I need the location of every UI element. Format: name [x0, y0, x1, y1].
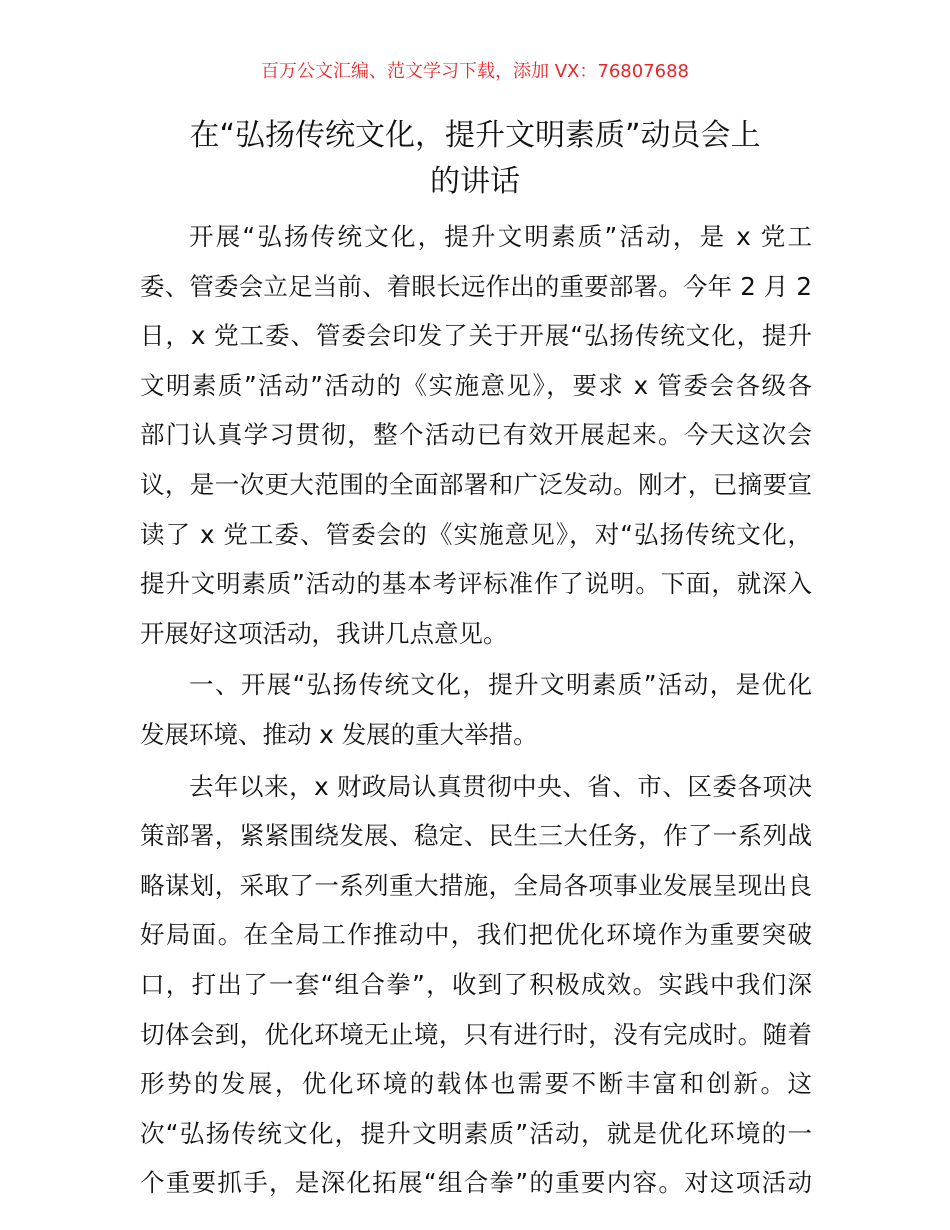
paragraph-line: 议，是一次更大范围的全面部署和广泛发动。刚才，已摘要宣 [140, 469, 812, 499]
paragraph-line: 好局面。在全局工作推动中，我们把优化环境作为重要突破 [140, 920, 812, 950]
paragraph-line: 文明素质”活动”活动的《实施意见》，要求 x 管委会各级各 [140, 370, 812, 400]
paragraph [140, 662, 812, 761]
document-title [130, 113, 820, 205]
paragraph-line: 读了 x 党工委、管委会的《实施意见》，对“弘扬传统文化， [140, 519, 812, 549]
paragraph-line: 部门认真学习贯彻，整个活动已有效开展起来。今天这次会 [140, 420, 812, 450]
paragraph-line: 去年以来，x 财政局认真贯彻中央、省、市、区委各项决 [189, 771, 812, 801]
watermark-header: 百万公文汇编、范文学习下载，添加 VX：76807688 [261, 61, 689, 82]
document-body [140, 214, 812, 1212]
title-line: 在“弘扬传统文化，提升文明素质”动员会上 [189, 118, 761, 153]
paragraph-line: 日，x 党工委、管委会印发了关于开展“弘扬传统文化，提升 [140, 321, 812, 351]
paragraph [140, 764, 812, 1210]
paragraph-line: 开展好这项活动，我讲几点意见。 [140, 618, 508, 648]
paragraph-line: 切体会到，优化环境无止境，只有进行时，没有完成时。随着 [140, 1019, 812, 1049]
paragraph-line: 形势的发展，优化环境的载体也需要不断丰富和创新。这 [140, 1069, 812, 1099]
paragraph-line: 提升文明素质”活动的基本考评标准作了说明。下面，就深入 [140, 569, 812, 599]
paragraph-line: 开展“弘扬传统文化，提升文明素质”活动，是 x 党工 [189, 222, 812, 251]
paragraph-line: 策部署，紧紧围绕发展、稳定、民生三大任务，作了一系列战 [140, 821, 812, 851]
paragraph-line: 个重要抓手，是深化拓展“组合拳”的重要内容。对这项活动 [140, 1168, 812, 1198]
paragraph-line: 口，打出了一套“组合拳”，收到了积极成效。实践中我们深 [140, 969, 812, 999]
paragraph-line: 发展环境、推动 x 发展的重大举措。 [140, 719, 538, 749]
paragraph-line: 略谋划，采取了一系列重大措施，全局各项事业发展呈现出良 [140, 870, 812, 900]
paragraph-line: 一、开展“弘扬传统文化，提升文明素质”活动，是优化 [189, 670, 812, 700]
paragraph [140, 214, 812, 660]
title-line: 的讲话 [430, 164, 520, 199]
paragraph-line: 次“弘扬传统文化，提升文明素质”活动，就是优化环境的一 [140, 1118, 812, 1148]
paragraph-line: 委、管委会立足当前、着眼长远作出的重要部署。今年 2 月 2 [140, 271, 812, 301]
